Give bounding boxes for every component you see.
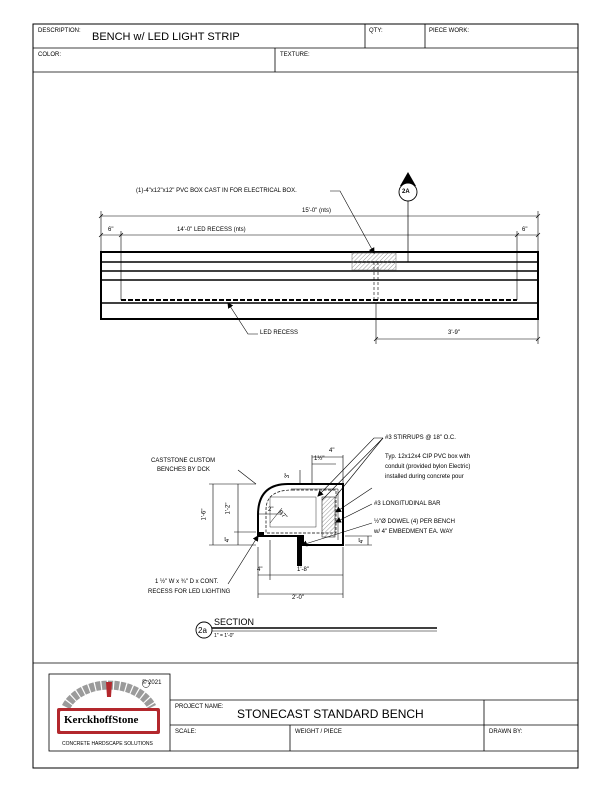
- left-end-dim: 6": [108, 227, 114, 233]
- dim-bottom-1-8: 1'-8": [297, 567, 309, 573]
- pvc-note-line3: installed during concrete pour: [385, 474, 464, 480]
- dowel-note-line1: ½"Ø DOWEL (4) PER BENCH: [374, 519, 455, 525]
- project-name: STONECAST STANDARD BENCH: [237, 707, 424, 721]
- pvc-box: [322, 497, 335, 537]
- dim-height-total: 1'-6": [201, 508, 208, 521]
- dim-bottom-4: 4": [257, 567, 263, 573]
- section-tag: 2a: [198, 626, 207, 635]
- copyright-text: © 2021: [142, 680, 162, 686]
- outer-border: [33, 24, 578, 768]
- box-location-dim: 3'-9": [448, 330, 460, 336]
- section-marker-label: 2A: [402, 189, 410, 195]
- color-label: COLOR:: [38, 52, 62, 58]
- bench-section: [258, 484, 343, 566]
- section-marker-2a: [399, 172, 417, 262]
- right-end-dim: 6": [522, 227, 528, 233]
- dowel-note-line2: w/ 4" EMBEDMENT EA. WAY: [374, 529, 454, 535]
- logo-subtitle: CONCRETE HARDSCAPE SOLUTIONS: [62, 741, 153, 747]
- dowel: [297, 536, 302, 566]
- dim-right-4: 4": [359, 537, 366, 544]
- recess-note-line1: 1 ½" W x ¾" D x CONT.: [155, 579, 219, 585]
- dim-height-inner: 1'-2": [225, 502, 232, 515]
- overall-length-dim: 15'-0" (nts): [302, 208, 331, 214]
- section-dimensions: [209, 438, 383, 598]
- long-bar-note: #3 LONGITUDINAL BAR: [374, 501, 441, 507]
- section-title: SECTION: [214, 617, 255, 627]
- maker-note-line1: CASTSTONE CUSTOM: [151, 458, 216, 464]
- dim-bottom-2-0: 2'-0": [292, 595, 304, 601]
- bench-elevation: [101, 252, 538, 319]
- stirrups-note: #3 STIRRUPS @ 18" O.C.: [385, 435, 456, 441]
- section-scale: 1" = 1'-0": [214, 633, 235, 639]
- dim-height-4: 4": [225, 536, 232, 543]
- dim-top-1-5: 1½": [314, 456, 325, 462]
- qty-label: QTY:: [369, 28, 383, 34]
- scale-label: SCALE:: [175, 729, 197, 735]
- project-name-label: PROJECT NAME:: [175, 704, 224, 710]
- description-label: DESCRIPTION:: [38, 28, 81, 34]
- texture-label: TEXTURE:: [280, 52, 310, 58]
- weight-label: WEIGHT / PIECE: [295, 729, 342, 735]
- drawn-by-label: DRAWN BY:: [489, 729, 523, 735]
- maker-note-line2: BENCHES BY DCK: [157, 467, 210, 473]
- recess-length-dim: 14'-0" LED RECESS (nts): [177, 227, 246, 233]
- piece-work-label: PIECE WORK:: [429, 28, 470, 34]
- pvc-note-line1: Typ. 12x12x4 CIP PVC box with: [385, 454, 470, 460]
- dim-r7: R7": [276, 509, 288, 521]
- dim-2: 2": [268, 507, 274, 513]
- description-value: BENCH w/ LED LIGHT STRIP: [92, 31, 240, 43]
- led-recess-label: LED RECESS: [260, 330, 299, 336]
- electrical-box-note: (1)-4"x12"x12" PVC BOX CAST IN FOR ELECTRICAL BOX.: [136, 188, 297, 194]
- recess-note-line2: RECESS FOR LED LIGHTING: [148, 589, 231, 595]
- dim-top-4: 4": [329, 448, 335, 454]
- pvc-note-line2: conduit (provided bylon Electric): [385, 464, 471, 470]
- logo-text: KerckhoffStone: [64, 714, 139, 726]
- dim-3: 3": [285, 472, 292, 479]
